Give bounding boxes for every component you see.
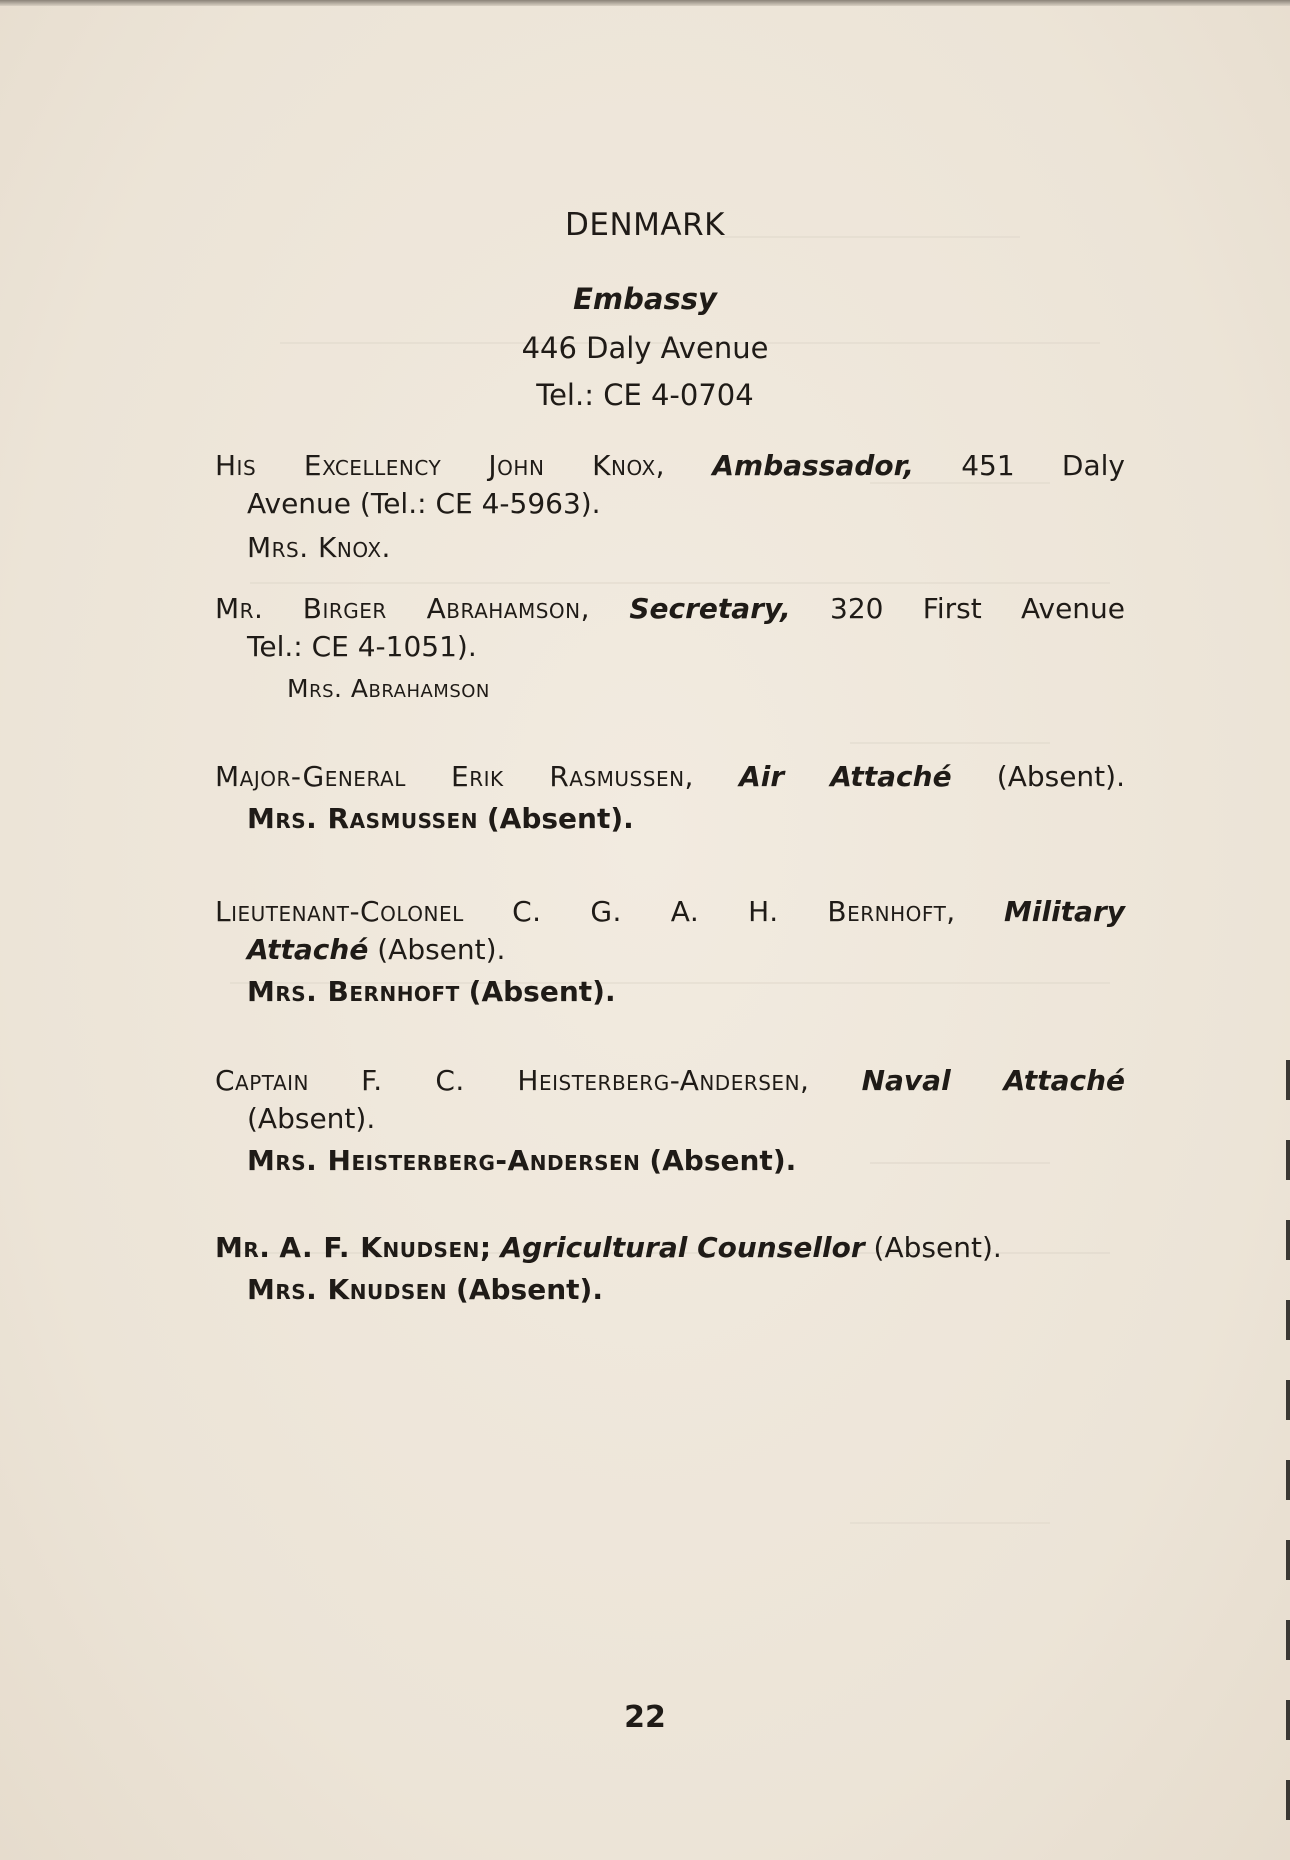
entry-spouse-detail: (Absent). — [456, 1273, 603, 1306]
entry-detail: (Absent). — [996, 760, 1125, 793]
entry-spouse: Mrs. Abrahamson — [287, 674, 490, 703]
entry-line — [215, 1062, 1125, 1100]
directory-entry — [215, 758, 1125, 838]
entry-title: Agricultural Counsellor — [500, 1231, 865, 1264]
entry-name: A. F. Knudsen; — [279, 1231, 492, 1264]
page-number: 22 — [624, 1700, 666, 1735]
entry-title-continued: Attaché — [247, 933, 369, 966]
directory-entry — [215, 447, 1125, 567]
entry-spouse-name: Mrs. Bernhoft — [247, 975, 460, 1008]
entry-line — [215, 758, 1125, 796]
entry-line — [215, 1229, 1125, 1267]
page-right-edge — [1286, 1060, 1290, 1820]
entry-spouse-name: Mrs. Rasmussen — [247, 802, 478, 835]
entry-detail: 320 First Avenue — [830, 592, 1126, 625]
entry-line — [215, 590, 1125, 628]
entry-title: Air Attaché — [739, 760, 952, 793]
entry-title: Ambassador, — [712, 449, 914, 482]
office-heading: Embassy — [573, 282, 717, 316]
entry-honorific: His Excellency — [215, 449, 442, 482]
entry-spouse-detail: (Absent). — [486, 802, 634, 835]
entry-title: Military — [1004, 895, 1126, 928]
entry-name: John Knox, — [488, 449, 666, 482]
entry-spouse-name: Mrs. Heisterberg-Andersen — [247, 1144, 641, 1177]
entry-name: Erik Rasmussen, — [451, 760, 694, 793]
entry-spouse-detail: (Absent). — [649, 1144, 797, 1177]
entry-honorific: Lieutenant-Colonel — [215, 895, 464, 928]
entry-name: Birger Abrahamson, — [302, 592, 591, 625]
entry-continuation: Tel.: CE 4-1051). — [247, 630, 477, 663]
entry-spouse — [215, 800, 1125, 838]
entry-title: Secretary, — [629, 592, 791, 625]
entry-name: C. G. A. H. Bernhoft, — [512, 895, 956, 928]
entry-continuation: (Absent). — [247, 1102, 376, 1135]
entry-spouse-detail: (Absent). — [468, 975, 616, 1008]
embassy-telephone: Tel.: CE 4-0704 — [536, 378, 754, 412]
entry-spouse — [215, 973, 1125, 1011]
page-top-edge — [0, 0, 1290, 6]
entry-line — [215, 447, 1125, 485]
entry-honorific: Mr. — [215, 592, 264, 625]
directory-entry — [215, 1229, 1125, 1309]
entry-name: F. C. Heisterberg-Andersen, — [361, 1064, 810, 1097]
entry-title: Naval Attaché — [861, 1064, 1125, 1097]
entry-spouse: Mrs. Knox. — [247, 531, 391, 564]
entry-continuation: Avenue (Tel.: CE 4-5963). — [247, 487, 601, 520]
entry-honorific: Major-General — [215, 760, 406, 793]
directory-entry — [215, 893, 1125, 1011]
embassy-address: 446 Daly Avenue — [521, 331, 769, 365]
directory-entry — [215, 590, 1125, 708]
entry-line — [215, 893, 1125, 931]
entry-honorific: Captain — [215, 1064, 309, 1097]
entry-spouse-name: Mrs. Knudsen — [247, 1273, 448, 1306]
directory-entry — [215, 1062, 1125, 1180]
entry-continuation — [215, 931, 1125, 969]
entry-spouse — [215, 1142, 1125, 1180]
entry-honorific: Mr. — [215, 1231, 271, 1264]
entry-spouse — [215, 1271, 1125, 1309]
entry-detail: (Absent). — [873, 1231, 1002, 1264]
entry-detail: (Absent). — [377, 933, 506, 966]
country-heading: DENMARK — [565, 207, 725, 243]
entry-detail: 451 Daly — [961, 449, 1126, 482]
